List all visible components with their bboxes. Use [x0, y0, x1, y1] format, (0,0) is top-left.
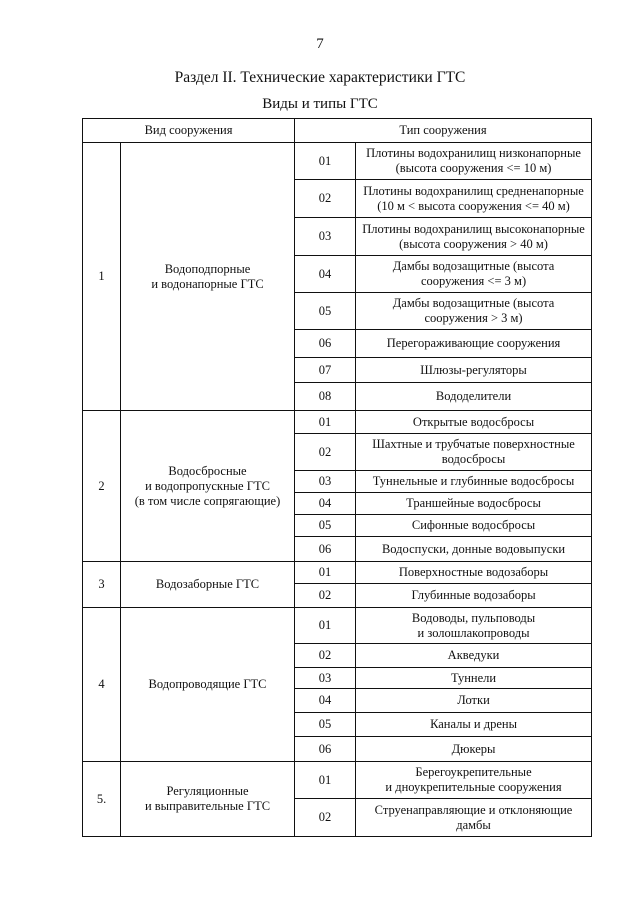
- type-description: Берегоукрепительные и дноукрепительные сооружения: [356, 762, 592, 799]
- type-code: 01: [295, 762, 356, 799]
- type-code: 06: [295, 330, 356, 358]
- type-description: Поверхностные водозаборы: [356, 562, 592, 584]
- type-description: Дюкеры: [356, 737, 592, 762]
- type-description: Водоводы, пульповоды и золошлакопроводы: [356, 608, 592, 644]
- type-code: 06: [295, 737, 356, 762]
- type-code: 04: [295, 256, 356, 293]
- type-description: Дамбы водозащитные (высота сооружения <= 3 м): [356, 256, 592, 293]
- group-number: 2: [83, 411, 121, 562]
- type-code: 05: [295, 293, 356, 330]
- group-number: 4: [83, 608, 121, 762]
- section-title: Раздел II. Технические характеристики ГТС: [174, 69, 466, 86]
- type-code: 04: [295, 493, 356, 515]
- type-description: Плотины водохранилищ низконапорные (высота сооружения <= 10 м): [356, 143, 592, 180]
- type-code: 03: [295, 218, 356, 256]
- header-kind: Вид сооружения: [83, 119, 295, 143]
- group-name: Регуляционные и выправительные ГТС: [121, 762, 295, 837]
- structures-table: [82, 118, 592, 837]
- table-caption: Виды и типы ГТС: [262, 96, 378, 112]
- type-description: Туннели: [356, 668, 592, 689]
- type-description: Туннельные и глубинные водосбросы: [356, 471, 592, 493]
- type-description: Лотки: [356, 689, 592, 713]
- type-code: 04: [295, 689, 356, 713]
- type-description: Каналы и дрены: [356, 713, 592, 737]
- type-description: Шахтные и трубчатые поверхностные водосбросы: [356, 434, 592, 471]
- type-code: 06: [295, 537, 356, 562]
- group-name: Водозаборные ГТС: [121, 562, 295, 608]
- type-code: 08: [295, 383, 356, 411]
- type-description: Акведуки: [356, 644, 592, 668]
- table-row: [83, 411, 592, 434]
- type-code: 05: [295, 515, 356, 537]
- type-description: Открытые водосбросы: [356, 411, 592, 434]
- group-name: Водоподпорные и водонапорные ГТС: [121, 143, 295, 411]
- type-description: Перегораживающие сооружения: [356, 330, 592, 358]
- type-code: 01: [295, 411, 356, 434]
- type-code: 07: [295, 358, 356, 383]
- type-code: 02: [295, 180, 356, 218]
- page-number: 7: [316, 36, 324, 52]
- type-code: 02: [295, 644, 356, 668]
- table-header-row: [83, 119, 592, 143]
- type-code: 03: [295, 471, 356, 493]
- table-row: [83, 143, 592, 180]
- table-row: [83, 562, 592, 584]
- header-type: Тип сооружения: [295, 119, 592, 143]
- group-number: 1: [83, 143, 121, 411]
- type-description: Дамбы водозащитные (высота сооружения > 3 м): [356, 293, 592, 330]
- type-description: Водоспуски, донные водовыпуски: [356, 537, 592, 562]
- type-code: 01: [295, 562, 356, 584]
- table-row: [83, 608, 592, 644]
- group-name: Водосбросные и водопропускные ГТС (в том числе сопрягающие): [121, 411, 295, 562]
- type-code: 02: [295, 434, 356, 471]
- type-description: Глубинные водозаборы: [356, 584, 592, 608]
- type-code: 05: [295, 713, 356, 737]
- group-number: 5.: [83, 762, 121, 837]
- type-code: 01: [295, 608, 356, 644]
- type-description: Струенаправляющие и отклоняющие дамбы: [356, 799, 592, 837]
- type-code: 02: [295, 799, 356, 837]
- group-name: Водопроводящие ГТС: [121, 608, 295, 762]
- type-code: 01: [295, 143, 356, 180]
- type-description: Вододелители: [356, 383, 592, 411]
- type-code: 02: [295, 584, 356, 608]
- type-description: Плотины водохранилищ средненапорные (10 м < высота сооружения <= 40 м): [356, 180, 592, 218]
- type-description: Траншейные водосбросы: [356, 493, 592, 515]
- type-description: Шлюзы-регуляторы: [356, 358, 592, 383]
- table-row: [83, 762, 592, 799]
- type-code: 03: [295, 668, 356, 689]
- type-description: Плотины водохранилищ высоконапорные (высота сооружения > 40 м): [356, 218, 592, 256]
- group-number: 3: [83, 562, 121, 608]
- type-description: Сифонные водосбросы: [356, 515, 592, 537]
